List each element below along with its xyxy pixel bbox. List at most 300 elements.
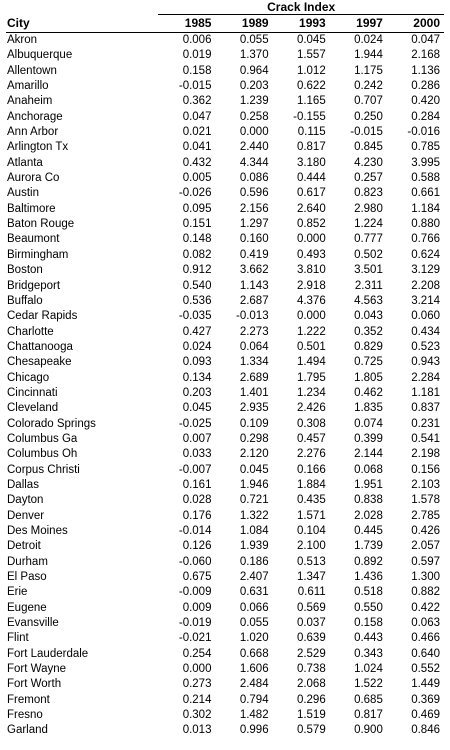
city-cell: Chattanooga <box>7 340 73 353</box>
table-row <box>6 463 444 478</box>
value-cell-1993: 2.068 <box>296 678 326 691</box>
value-cell-1985: 0.254 <box>182 647 212 660</box>
city-cell: Dayton <box>7 494 44 507</box>
city-cell: Arlington Tx <box>7 141 69 154</box>
table-row <box>6 677 444 692</box>
value-cell-1997: 0.158 <box>354 617 383 630</box>
value-cell-1989: 0.086 <box>239 172 269 185</box>
value-cell-1993: 0.000 <box>296 233 326 246</box>
city-cell: Baton Rouge <box>7 218 75 231</box>
city-cell: Allentown <box>7 64 57 77</box>
city-cell: Fort Lauderdale <box>7 647 89 660</box>
value-cell-1993: 0.617 <box>296 187 326 200</box>
value-cell-1989: 0.000 <box>239 126 269 139</box>
value-cell-1985: 0.006 <box>182 34 212 46</box>
city-cell: Cedar Rapids <box>7 310 78 323</box>
value-cell-1989: 0.186 <box>239 555 269 568</box>
city-cell: Evansville <box>7 617 59 630</box>
value-cell-1985: 0.273 <box>182 678 212 691</box>
value-cell-1997: 2.028 <box>354 509 383 522</box>
value-cell-1985: 0.005 <box>182 172 212 185</box>
value-cell-1997: 1.805 <box>354 371 383 384</box>
value-cell-2000: 0.785 <box>411 141 440 154</box>
value-cell-1989: 1.606 <box>239 663 269 676</box>
value-cell-1993: 0.045 <box>296 34 326 46</box>
city-cell: Beaumont <box>7 233 60 246</box>
value-cell-1985: 0.302 <box>182 709 212 722</box>
table-row <box>6 631 444 646</box>
city-cell: Dallas <box>7 478 39 491</box>
table-row <box>6 217 444 232</box>
value-cell-2000: 0.523 <box>411 340 440 353</box>
value-cell-1997: 2.311 <box>354 279 383 292</box>
value-cell-1989: 1.322 <box>239 509 269 522</box>
city-cell: Corpus Christi <box>7 463 80 476</box>
city-cell: Bridgeport <box>7 279 61 292</box>
city-cell: Aurora Co <box>7 172 60 185</box>
value-cell-1997: 1.436 <box>354 571 383 584</box>
value-cell-1993: 1.165 <box>296 95 326 108</box>
table-row <box>6 432 444 447</box>
value-cell-1989: 0.064 <box>239 340 269 353</box>
table-row <box>6 325 444 340</box>
table-row <box>6 647 444 662</box>
value-cell-2000: 1.300 <box>411 571 440 584</box>
value-cell-1985: 0.095 <box>182 202 212 215</box>
value-cell-1997: 0.725 <box>354 356 383 369</box>
table-row <box>6 232 444 247</box>
value-cell-2000: 0.063 <box>411 617 440 630</box>
value-cell-1989: 0.419 <box>239 248 269 261</box>
value-cell-1993: 0.457 <box>296 432 326 445</box>
table-row <box>6 601 444 616</box>
value-cell-1989: 1.239 <box>239 95 269 108</box>
value-cell-1985: -0.009 <box>178 586 212 599</box>
value-cell-1993: 0.115 <box>297 126 326 139</box>
value-cell-2000: 0.640 <box>411 647 440 660</box>
value-cell-1993: 1.519 <box>296 709 326 722</box>
table-row <box>6 447 444 462</box>
value-cell-2000: 0.420 <box>411 95 440 108</box>
value-cell-1993: 0.501 <box>296 340 326 353</box>
value-cell-1985: -0.019 <box>178 617 212 630</box>
value-cell-1985: 0.176 <box>182 509 212 522</box>
city-cell: Columbus Ga <box>7 432 78 445</box>
table-row <box>6 386 444 401</box>
value-cell-1989: 2.935 <box>239 402 269 415</box>
column-header-row <box>6 15 444 33</box>
value-cell-1989: 1.946 <box>239 478 269 491</box>
value-cell-2000: 0.624 <box>411 248 440 261</box>
city-cell: Charlotte <box>7 325 54 338</box>
city-cell: Garland <box>7 724 48 737</box>
table-row <box>6 555 444 570</box>
value-cell-1993: 0.738 <box>296 663 326 676</box>
value-cell-1989: 0.964 <box>239 64 269 77</box>
value-cell-1997: 0.829 <box>354 340 383 353</box>
city-cell: Ann Arbor <box>7 126 59 139</box>
value-cell-1993: 1.234 <box>296 386 326 399</box>
value-cell-1997: 1.224 <box>354 218 383 231</box>
value-cell-2000: 2.284 <box>411 371 440 384</box>
value-cell-1997: -0.015 <box>350 126 383 139</box>
value-cell-2000: 0.541 <box>411 432 440 445</box>
group-header: Crack Index <box>158 0 444 15</box>
table-row <box>6 33 444 49</box>
value-cell-1993: 0.513 <box>296 555 326 568</box>
value-cell-1985: 0.214 <box>182 693 212 706</box>
value-cell-1989: 3.662 <box>239 264 269 277</box>
value-cell-1989: 0.109 <box>239 417 269 430</box>
value-cell-2000: 3.995 <box>411 156 440 169</box>
value-cell-1985: 0.019 <box>182 49 212 62</box>
value-cell-1993: 0.817 <box>296 141 326 154</box>
value-cell-1993: 2.529 <box>296 647 326 660</box>
city-cell: Austin <box>7 187 39 200</box>
value-cell-1985: -0.060 <box>178 555 212 568</box>
value-cell-2000: 0.766 <box>411 233 440 246</box>
value-cell-1985: -0.021 <box>178 632 212 645</box>
value-cell-1997: 0.900 <box>354 724 383 737</box>
value-cell-1985: 0.161 <box>182 478 212 491</box>
table-row <box>6 509 444 524</box>
value-cell-1997: 2.144 <box>354 448 383 461</box>
table-row <box>6 294 444 309</box>
value-cell-1997: 0.892 <box>354 555 383 568</box>
value-cell-2000: 0.588 <box>411 172 440 185</box>
value-cell-1989: 0.996 <box>239 724 269 737</box>
value-cell-1997: 4.563 <box>354 294 383 307</box>
value-cell-1997: 0.845 <box>354 141 383 154</box>
value-cell-2000: 2.103 <box>411 478 440 491</box>
value-cell-1989: 1.143 <box>239 279 269 292</box>
value-cell-1985: -0.026 <box>178 187 212 200</box>
value-cell-1997: 1.175 <box>354 64 383 77</box>
value-cell-1997: 0.068 <box>354 463 383 476</box>
value-cell-2000: 0.466 <box>411 632 440 645</box>
value-cell-1989: -0.013 <box>235 310 269 323</box>
value-cell-1997: 0.257 <box>354 172 383 185</box>
value-cell-1985: 0.024 <box>182 340 212 353</box>
value-cell-1997: 0.823 <box>354 187 383 200</box>
city-cell: Fremont <box>7 693 50 706</box>
value-cell-1985: 0.126 <box>182 540 212 553</box>
value-cell-1989: 0.203 <box>239 80 269 93</box>
value-cell-1985: 0.007 <box>182 432 212 445</box>
value-cell-1997: 2.980 <box>354 202 383 215</box>
table-row <box>6 524 444 539</box>
value-cell-1989: 0.631 <box>239 586 269 599</box>
city-cell: Baltimore <box>7 202 56 215</box>
value-cell-1993: 0.037 <box>296 617 326 630</box>
value-cell-1997: 0.242 <box>354 80 383 93</box>
value-cell-1989: 0.721 <box>239 494 269 507</box>
value-cell-2000: 0.846 <box>411 724 440 737</box>
value-cell-1985: 0.158 <box>182 64 212 77</box>
city-cell: Cleveland <box>7 402 59 415</box>
table-row <box>6 693 444 708</box>
column-header-1997: 1997 <box>330 15 387 33</box>
value-cell-1997: 0.399 <box>354 432 383 445</box>
value-cell-1993: 2.276 <box>296 448 326 461</box>
value-cell-1993: 0.622 <box>296 80 326 93</box>
table-row <box>6 248 444 263</box>
value-cell-2000: 0.661 <box>411 187 440 200</box>
value-cell-1989: 0.045 <box>239 463 269 476</box>
value-cell-1997: 0.343 <box>354 647 383 660</box>
value-cell-1993: 3.180 <box>296 156 326 169</box>
value-cell-1997: 0.685 <box>354 693 383 706</box>
table-row <box>6 64 444 79</box>
value-cell-1997: 0.502 <box>354 248 383 261</box>
table-row <box>6 539 444 554</box>
value-cell-1997: 4.230 <box>354 156 383 169</box>
value-cell-1997: 1.739 <box>354 540 383 553</box>
city-cell: Buffalo <box>7 294 43 307</box>
table-row <box>6 570 444 585</box>
value-cell-1997: 0.518 <box>354 586 383 599</box>
value-cell-2000: 0.597 <box>411 555 440 568</box>
value-cell-1985: -0.015 <box>178 80 212 93</box>
group-header-spacer <box>6 0 158 15</box>
value-cell-1993: 1.795 <box>296 371 326 384</box>
value-cell-2000: 0.156 <box>411 463 440 476</box>
value-cell-1989: 0.668 <box>239 647 269 660</box>
table-row <box>6 585 444 600</box>
value-cell-1993: 2.918 <box>296 279 326 292</box>
value-cell-1993: 0.308 <box>296 417 326 430</box>
value-cell-2000: 0.880 <box>411 218 440 231</box>
column-header-1989: 1989 <box>215 15 272 33</box>
value-cell-1985: 0.013 <box>182 724 212 737</box>
value-cell-1993: 2.426 <box>296 402 326 415</box>
value-cell-2000: 0.286 <box>411 80 440 93</box>
value-cell-2000: 1.449 <box>411 678 440 691</box>
value-cell-1997: 0.352 <box>354 325 383 338</box>
value-cell-1985: 0.028 <box>182 494 212 507</box>
city-cell: Boston <box>7 264 43 277</box>
value-cell-1989: 2.407 <box>239 571 269 584</box>
value-cell-1997: 1.522 <box>354 678 383 691</box>
value-cell-2000: 0.469 <box>411 709 440 722</box>
value-cell-1985: -0.014 <box>178 525 212 537</box>
value-cell-1997: 0.838 <box>354 494 383 507</box>
value-cell-2000: -0.016 <box>407 126 440 139</box>
city-cell: Chesapeake <box>7 356 72 369</box>
value-cell-1997: 0.024 <box>354 34 383 46</box>
value-cell-1997: 0.445 <box>354 525 383 537</box>
value-cell-1989: 2.120 <box>239 448 269 461</box>
value-cell-1989: 2.484 <box>239 678 269 691</box>
column-header-1985: 1985 <box>158 15 215 33</box>
value-cell-1993: 1.222 <box>296 325 326 338</box>
value-cell-2000: 0.943 <box>411 356 440 369</box>
value-cell-2000: 0.426 <box>411 525 440 537</box>
table-row <box>6 48 444 63</box>
city-cell: Des Moines <box>7 525 68 537</box>
value-cell-1993: 0.493 <box>296 248 326 261</box>
value-cell-2000: 0.422 <box>411 601 440 614</box>
value-cell-1993: 1.571 <box>296 509 326 522</box>
value-cell-1985: 0.362 <box>182 95 212 108</box>
table-row <box>6 263 444 278</box>
table-row <box>6 723 444 738</box>
value-cell-1997: 1.024 <box>354 663 383 676</box>
table-row <box>6 279 444 294</box>
table-body <box>6 33 444 739</box>
value-cell-1985: -0.007 <box>178 463 212 476</box>
value-cell-1989: 2.156 <box>239 202 269 215</box>
value-cell-2000: 1.181 <box>411 386 440 399</box>
value-cell-2000: 2.785 <box>411 509 440 522</box>
value-cell-1997: 0.043 <box>354 310 383 323</box>
table-row <box>6 140 444 155</box>
city-cell: Erie <box>7 586 28 599</box>
city-cell: Albuquerque <box>7 49 73 62</box>
value-cell-2000: 0.552 <box>411 663 440 676</box>
value-cell-1985: 0.045 <box>182 402 212 415</box>
city-cell: Anaheim <box>7 95 53 108</box>
value-cell-2000: 1.578 <box>411 494 440 507</box>
value-cell-1993: 1.494 <box>296 356 326 369</box>
table-row <box>6 125 444 140</box>
value-cell-1985: 0.082 <box>182 248 212 261</box>
value-cell-1985: 0.134 <box>182 371 212 384</box>
value-cell-1985: 0.912 <box>182 264 212 277</box>
value-cell-1997: 0.462 <box>354 386 383 399</box>
value-cell-1997: 0.707 <box>354 95 383 108</box>
value-cell-2000: 0.837 <box>411 402 440 415</box>
city-cell: Flint <box>7 632 29 645</box>
table-row <box>6 355 444 370</box>
value-cell-1985: 0.427 <box>182 325 212 338</box>
table-row <box>6 171 444 186</box>
value-cell-2000: 0.882 <box>411 586 440 599</box>
value-cell-2000: 2.198 <box>411 448 440 461</box>
city-cell: Amarillo <box>7 80 49 93</box>
value-cell-1993: 0.579 <box>296 724 326 737</box>
value-cell-1989: 0.066 <box>239 601 269 614</box>
table-row <box>6 110 444 125</box>
value-cell-1989: 0.596 <box>239 187 269 200</box>
value-cell-1997: 1.944 <box>354 49 383 62</box>
table-row <box>6 186 444 201</box>
city-cell: Columbus Oh <box>7 448 78 461</box>
value-cell-1989: 2.440 <box>239 141 269 154</box>
value-cell-1993: 2.640 <box>296 202 326 215</box>
value-cell-2000: 3.129 <box>411 264 440 277</box>
value-cell-1993: 4.376 <box>296 294 326 307</box>
value-cell-1993: 0.000 <box>296 310 326 323</box>
value-cell-1989: 0.055 <box>239 34 269 46</box>
value-cell-1985: 0.536 <box>182 294 212 307</box>
value-cell-1997: 0.250 <box>354 110 383 123</box>
value-cell-1997: 1.835 <box>354 402 383 415</box>
value-cell-2000: 0.284 <box>411 110 440 123</box>
city-cell: Denver <box>7 509 45 522</box>
table-row <box>6 371 444 386</box>
value-cell-1993: 0.444 <box>296 172 326 185</box>
value-cell-1993: -0.155 <box>293 110 326 123</box>
table-row <box>6 478 444 493</box>
value-cell-1985: 0.432 <box>182 156 212 169</box>
city-cell: Fort Wayne <box>7 663 67 676</box>
value-cell-1985: -0.025 <box>178 417 212 430</box>
value-cell-1997: 0.443 <box>354 632 383 645</box>
value-cell-1993: 0.611 <box>297 586 326 599</box>
value-cell-1985: 0.151 <box>182 218 212 231</box>
value-cell-1997: 0.817 <box>354 709 383 722</box>
value-cell-1989: 1.401 <box>239 386 269 399</box>
value-cell-1985: 0.047 <box>182 110 212 123</box>
value-cell-1989: 1.370 <box>239 49 269 62</box>
value-cell-1989: 4.344 <box>239 156 269 169</box>
value-cell-1997: 3.501 <box>354 264 383 277</box>
value-cell-1989: 2.273 <box>239 325 269 338</box>
city-cell: Birmingham <box>7 248 69 261</box>
table-row <box>6 79 444 94</box>
table-row <box>6 309 444 324</box>
city-cell: Atlanta <box>7 156 43 169</box>
city-cell: Eugene <box>7 601 47 614</box>
city-cell: Durham <box>7 555 48 568</box>
city-cell: Fort Worth <box>7 678 62 691</box>
table-row <box>6 340 444 355</box>
value-cell-1993: 1.347 <box>296 571 326 584</box>
value-cell-2000: 0.060 <box>411 310 440 323</box>
value-cell-1997: 0.074 <box>354 417 383 430</box>
value-cell-1985: 0.033 <box>182 448 212 461</box>
value-cell-1993: 2.100 <box>296 540 326 553</box>
value-cell-1989: 1.939 <box>239 540 269 553</box>
value-cell-1985: 0.093 <box>182 356 212 369</box>
value-cell-1993: 1.012 <box>296 64 326 77</box>
value-cell-1989: 0.160 <box>239 233 269 246</box>
value-cell-1989: 0.298 <box>239 432 269 445</box>
value-cell-1993: 1.557 <box>296 49 326 62</box>
value-cell-1989: 1.297 <box>239 218 269 231</box>
value-cell-1985: 0.021 <box>182 126 212 139</box>
value-cell-1985: 0.009 <box>182 601 212 614</box>
value-cell-1985: 0.540 <box>182 279 212 292</box>
table-row <box>6 417 444 432</box>
city-cell: Chicago <box>7 371 50 384</box>
value-cell-1989: 1.020 <box>239 632 269 645</box>
column-header-city: City <box>6 15 158 33</box>
value-cell-1985: -0.035 <box>178 310 212 323</box>
table-row <box>6 493 444 508</box>
value-cell-2000: 0.369 <box>411 693 440 706</box>
value-cell-2000: 0.231 <box>411 417 440 430</box>
table-row <box>6 401 444 416</box>
city-cell: Akron <box>7 34 38 46</box>
value-cell-1985: 0.203 <box>182 386 212 399</box>
value-cell-1993: 0.296 <box>296 693 326 706</box>
city-cell: Cincinnati <box>7 386 58 399</box>
value-cell-2000: 1.136 <box>411 64 440 77</box>
table-row <box>6 708 444 723</box>
value-cell-1985: 0.000 <box>182 663 212 676</box>
column-header-1993: 1993 <box>273 15 330 33</box>
value-cell-1989: 2.689 <box>239 371 269 384</box>
city-cell: Fresno <box>7 709 43 722</box>
value-cell-1989: 1.482 <box>239 709 269 722</box>
value-cell-2000: 0.434 <box>411 325 440 338</box>
value-cell-1985: 0.675 <box>182 571 212 584</box>
value-cell-1993: 0.104 <box>296 525 326 537</box>
value-cell-1993: 0.639 <box>296 632 326 645</box>
value-cell-1993: 0.166 <box>296 463 326 476</box>
